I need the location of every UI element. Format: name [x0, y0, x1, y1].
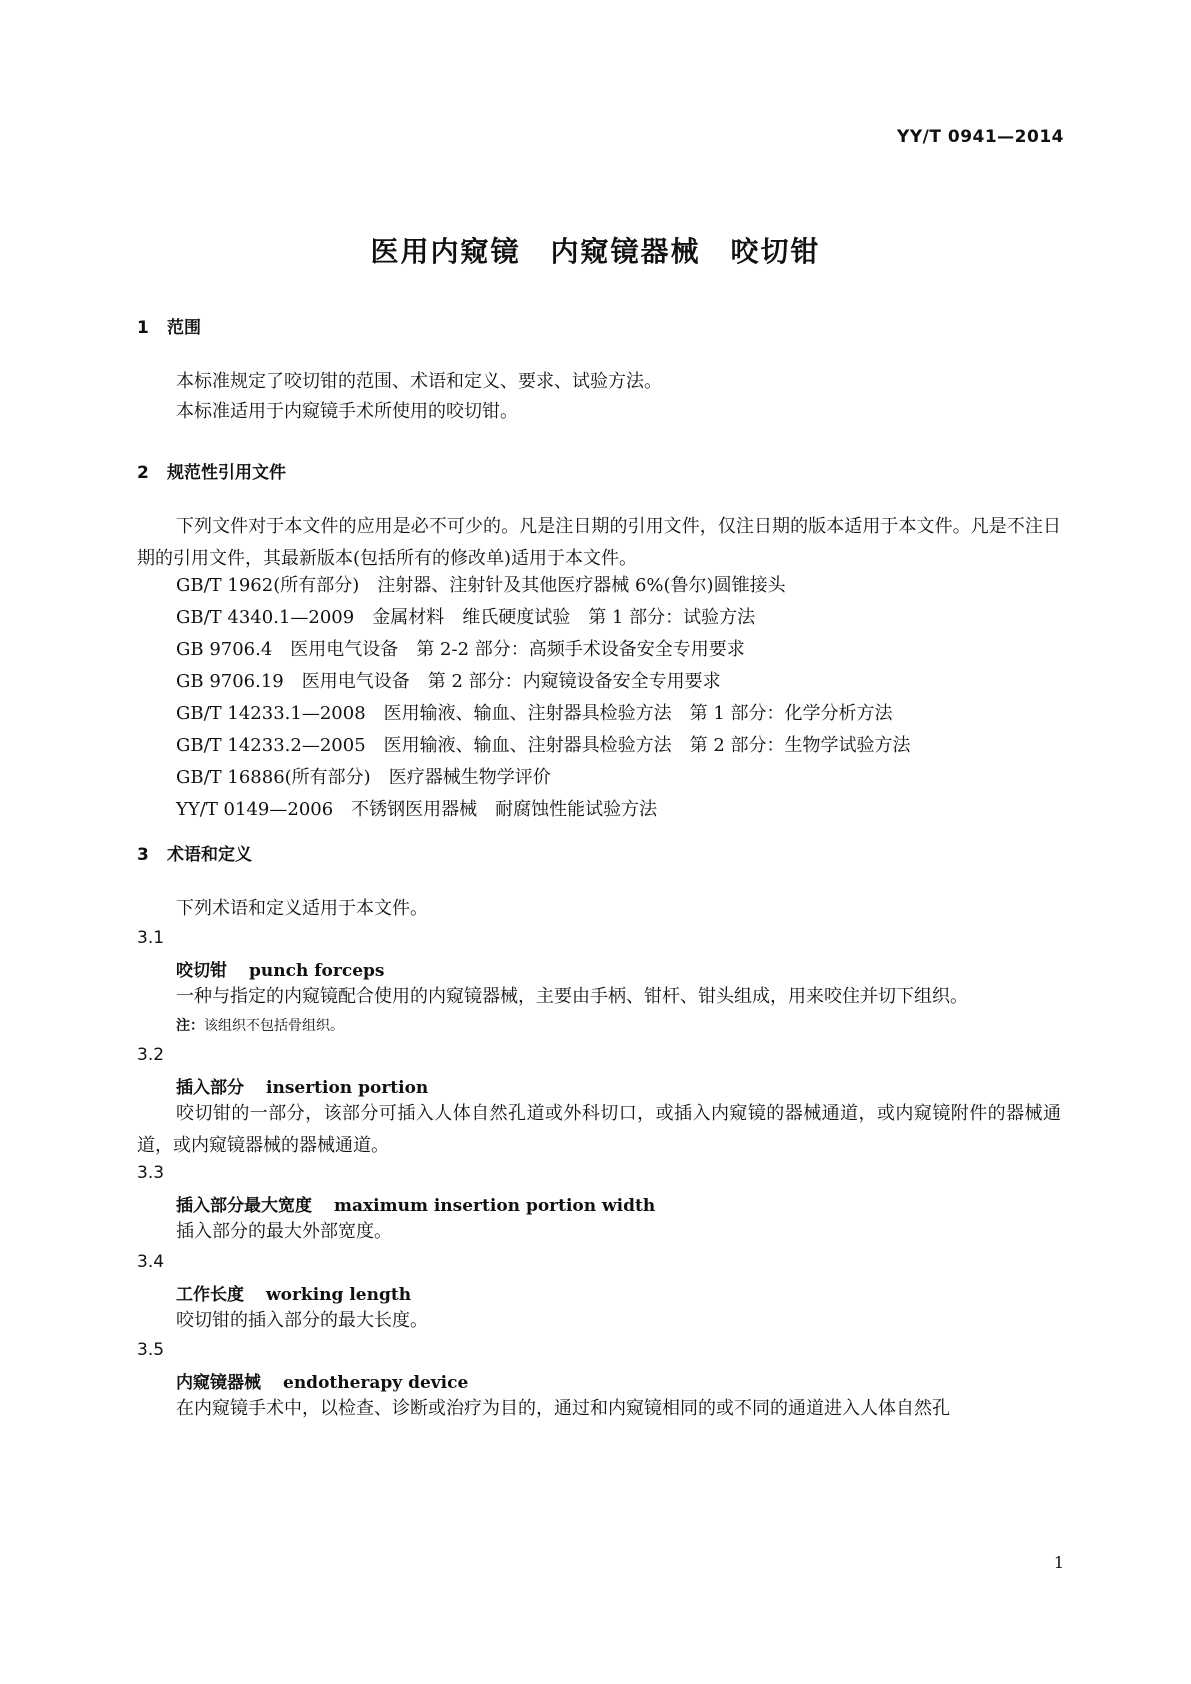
note-label: 注： — [176, 1018, 204, 1034]
term-definition: 咬切钳的一部分，该部分可插入人体自然孔道或外科切口，或插入内窥镜的器械通道，或内窥镜附件的器械通道，或内窥镜器械的器械通道。 — [137, 1103, 1061, 1156]
reference-item: GB/T 14233.2—2005 医用输液、输血、注射器具检验方法 第 2 部分：生物学试验方法 — [176, 735, 911, 756]
term-definition: 插入部分的最大外部宽度。 — [176, 1221, 392, 1242]
term-name-en: endotherapy device — [283, 1373, 469, 1393]
section-3-title: 术语和定义 — [167, 845, 252, 865]
term-name — [176, 1368, 468, 1393]
term-name — [176, 1280, 411, 1305]
reference-item: GB/T 14233.1—2008 医用输液、输血、注射器具检验方法 第 1 部分：化学分析方法 — [176, 703, 893, 724]
section-2-heading — [137, 458, 286, 483]
term-name — [176, 1191, 655, 1216]
term-number: 3.3 — [137, 1163, 165, 1183]
term-note — [176, 1015, 344, 1035]
reference-item: GB/T 16886(所有部分) 医疗器械生物学评价 — [176, 767, 551, 788]
reference-item: GB/T 1962(所有部分) 注射器、注射针及其他医疗器械 6%(鲁尔)圆锥接头 — [176, 575, 786, 596]
reference-item: GB/T 4340.1—2009 金属材料 维氏硬度试验 第 1 部分：试验方法 — [176, 607, 756, 628]
term-name-zh: 咬切钳 — [176, 961, 227, 981]
section-3-intro: 下列术语和定义适用于本文件。 — [176, 898, 428, 919]
term-name-zh: 工作长度 — [176, 1285, 244, 1305]
term-name-zh: 插入部分 — [176, 1078, 244, 1098]
section-3-number: 3 — [137, 845, 149, 865]
section-3-heading — [137, 840, 252, 865]
term-number: 3.1 — [137, 928, 165, 948]
term-name-en: punch forceps — [249, 961, 385, 981]
section-2-number: 2 — [137, 463, 149, 483]
section-1-title: 范围 — [167, 318, 201, 338]
reference-item: YY/T 0149—2006 不锈钢医用器械 耐腐蚀性能试验方法 — [176, 799, 658, 820]
term-number: 3.2 — [137, 1045, 165, 1065]
section-1-paragraph-1: 本标准规定了咬切钳的范围、术语和定义、要求、试验方法。 — [176, 371, 662, 392]
term-name-zh: 内窥镜器械 — [176, 1373, 261, 1393]
reference-item: GB 9706.19 医用电气设备 第 2 部分：内窥镜设备安全专用要求 — [176, 671, 721, 692]
section-2-title: 规范性引用文件 — [167, 463, 286, 483]
standard-code: YY/T 0941—2014 — [897, 127, 1064, 147]
section-2-intro: 下列文件对于本文件的应用是必不可少的。凡是注日期的引用文件，仅注日期的版本适用于本文件。凡是不注日期的引用文件，其最新版本(包括所有的修改单)适用于本文件。 — [137, 516, 1061, 569]
section-1-paragraph-2: 本标准适用于内窥镜手术所使用的咬切钳。 — [176, 401, 518, 422]
term-number: 3.5 — [137, 1340, 165, 1360]
term-name-en: working length — [266, 1285, 412, 1305]
reference-item: GB 9706.4 医用电气设备 第 2-2 部分：高频手术设备安全专用要求 — [176, 639, 745, 660]
section-1-heading — [137, 313, 201, 338]
section-1-number: 1 — [137, 318, 149, 338]
note-text: 该组织不包括骨组织。 — [204, 1018, 344, 1034]
page-number: 1 — [1053, 1553, 1064, 1572]
term-name — [176, 956, 384, 981]
term-name-zh: 插入部分最大宽度 — [176, 1196, 312, 1216]
term-definition: 在内窥镜手术中，以检查、诊断或治疗为目的，通过和内窥镜相同的或不同的通道进入人体自然孔 — [176, 1398, 950, 1419]
term-definition: 咬切钳的插入部分的最大长度。 — [176, 1310, 428, 1331]
term-name — [176, 1073, 428, 1098]
term-name-en: maximum insertion portion width — [334, 1196, 656, 1216]
document-title: 医用内窥镜 内窥镜器械 咬切钳 — [370, 235, 821, 268]
term-definition: 一种与指定的内窥镜配合使用的内窥镜器械，主要由手柄、钳杆、钳头组成，用来咬住并切下组织。 — [176, 986, 968, 1007]
reference-list — [176, 570, 1061, 826]
term-number: 3.4 — [137, 1252, 165, 1272]
term-name-en: insertion portion — [266, 1078, 429, 1098]
